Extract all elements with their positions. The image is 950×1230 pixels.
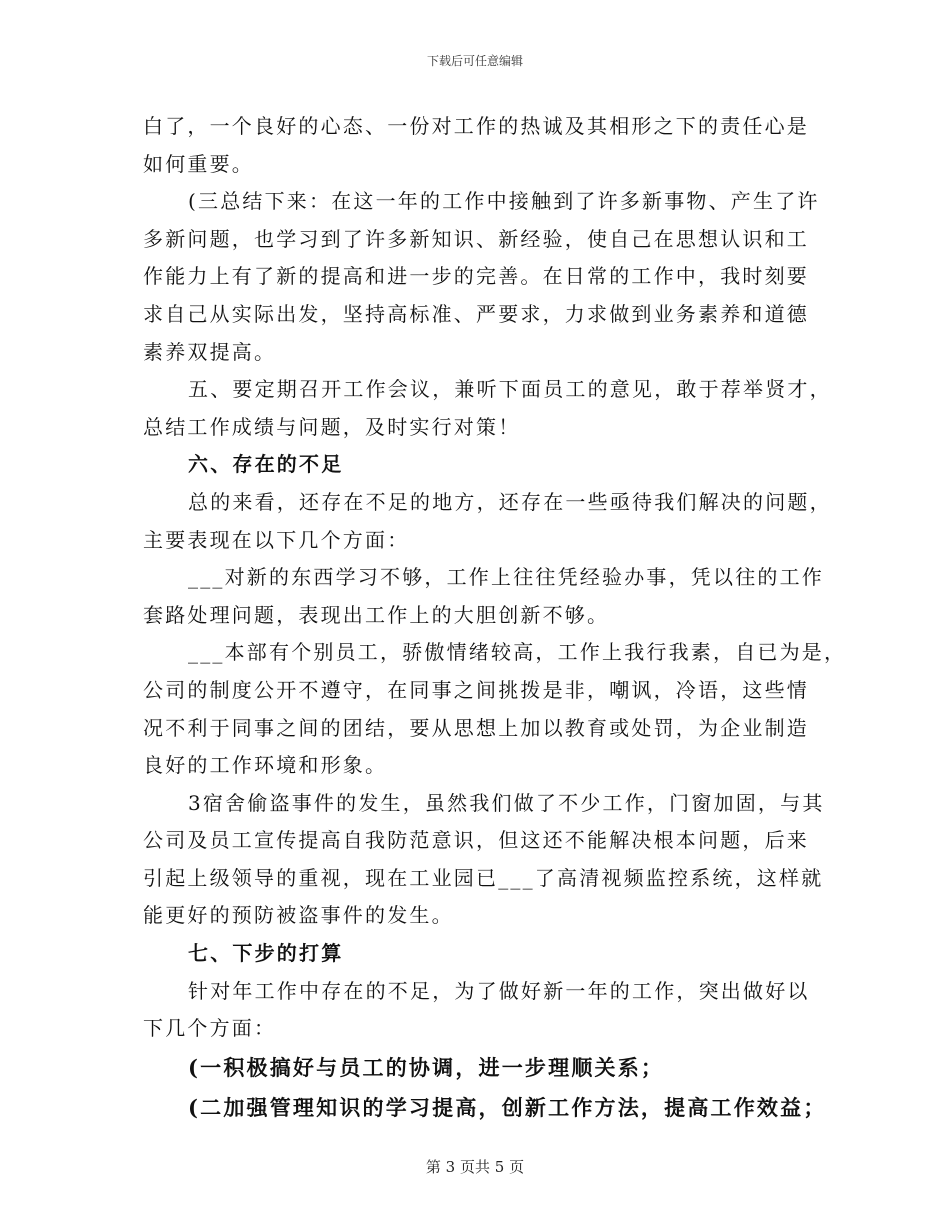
body-line: 总的来看，还存在不足的地方，还存在一些亟待我们解决的问题， <box>188 489 832 514</box>
page-header: 下载后可任意编辑 <box>426 54 523 68</box>
page-footer: 第 3 页共 5 页 <box>425 1158 525 1176</box>
body-line: 素养双提高。 <box>143 339 277 364</box>
body-line: 多新问题，也学习到了许多新知识、新经验，使自己在思想认识和工 <box>143 226 809 251</box>
body-line: 针对年工作中存在的不足，为了做好新一年的工作，突出做好以 <box>188 978 810 1003</box>
body-line: 求自己从实际出发，坚持高标准、严要求，力求做到业务素养和道德 <box>143 301 809 326</box>
body-line: 主要表现在以下几个方面： <box>143 527 410 552</box>
body-line: 五、要定期召开工作会议，兼听下面员工的意见，敢于荐举贤才， <box>188 377 832 402</box>
body-line: 如何重要。 <box>143 151 254 176</box>
body-line: ___本部有个别员工，骄傲情绪较高，工作上我行我素，自已为是， <box>188 640 847 665</box>
body-line: 作能力上有了新的提高和进一步的完善。在日常的工作中，我时刻要 <box>143 264 809 289</box>
body-line: 白了，一个良好的心态、一份对工作的热诚及其相形之下的责任心是 <box>143 114 809 138</box>
section-heading: 六、存在的不足 <box>188 452 344 477</box>
bold-list-item: (一积极搞好与员工的协调，进一步理顺关系； <box>188 1054 665 1080</box>
body-line: (三总结下来：在这一年的工作中接触到了许多新事物、产生了许 <box>188 189 820 214</box>
body-line: 套路处理问题，表现出工作上的大胆创新不够。 <box>143 602 610 627</box>
bold-list-item: (二加强管理知识的学习提高，创新工作方法，提高工作效益； <box>188 1094 827 1120</box>
section-heading: 七、下步的打算 <box>188 941 344 966</box>
body-line: 公司的制度公开不遵守，在同事之间挑拨是非，嘲讽，冷语，这些情 <box>143 677 809 702</box>
body-line: 下几个方面： <box>143 1016 277 1041</box>
document-body <box>143 108 847 1128</box>
body-line: 总结工作成绩与问题，及时实行对策！ <box>143 414 521 439</box>
body-line: 良好的工作环境和形象。 <box>143 753 388 778</box>
body-line: ___对新的东西学习不够，工作上往往凭经验办事，凭以往的工作 <box>188 565 824 590</box>
body-line: 3宿舍偷盗事件的发生，虽然我们做了不少工作，门窗加固，与其 <box>188 790 825 815</box>
body-line: 引起上级领导的重视，现在工业园已___了高清视频监控系统，这样就 <box>143 865 824 890</box>
body-line: 况不利于同事之间的团结，要从思想上加以教育或处罚，为企业制造 <box>143 715 809 740</box>
body-line: 公司及员工宣传提高自我防范意识，但这还不能解决根本问题，后来 <box>143 828 809 853</box>
body-line: 能更好的预防被盗事件的发生。 <box>143 903 454 928</box>
